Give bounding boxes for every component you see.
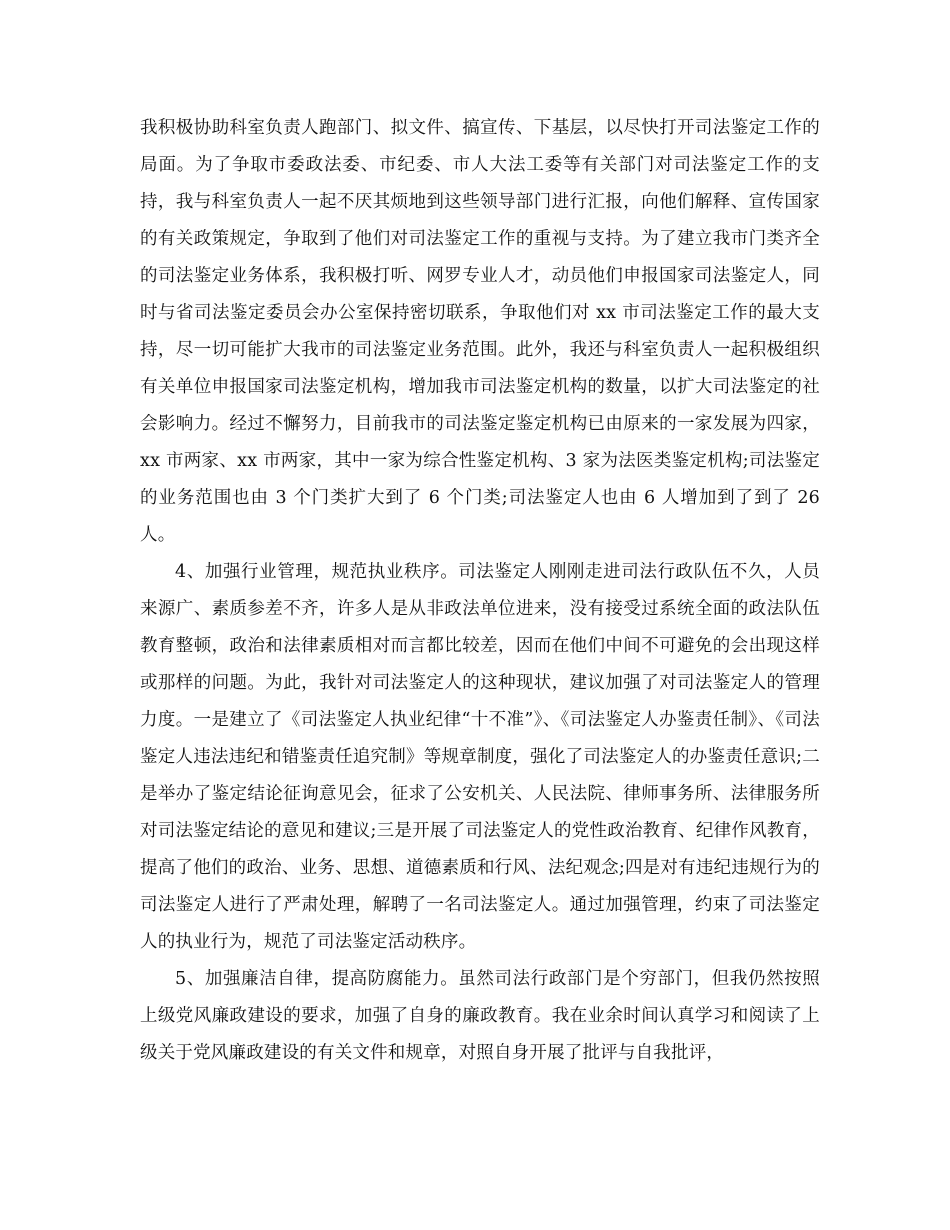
paragraph-item-4: 4、加强行业管理，规范执业秩序。司法鉴定人刚刚走进司法行政队伍不久，人员来源广、素质参差不齐，许多人是从非政法单位进来，没有接受过系统全面的政法队伍教育整顿，政治和法律素质相对而言都比较差，因而在他们中间不可避免的会出现这样或那样的问题。为此，我针对司法鉴定人的这种现状，建议加强了对司法鉴定人的管理力度。一是建立了《司法鉴定人执业纪律“十不准”》、《司法鉴定人办鉴责任制》、《司法鉴定人违法违纪和错鉴责任追究制》等规章制度，强化了司法鉴定人的办鉴责任意识;二是举办了鉴定结论征询意见会，征求了公安机关、人民法院、律师事务所、法律服务所对司法鉴定结论的意见和建议;三是开展了司法鉴定人的党性政治教育、纪律作风教育，提高了他们的政治、业务、思想、道德素质和行风、法纪观念;四是对有违纪违规行为的司法鉴定人进行了严肃处理，解聘了一名司法鉴定人。通过加强管理，约束了司法鉴定人的执业行为，规范了司法鉴定活动秩序。 <box>140 562 820 952</box>
document-body <box>140 110 820 1072</box>
paragraph-continuation: 我积极协助科室负责人跑部门、拟文件、搞宣传、下基层，以尽快打开司法鉴定工作的局面。为了争取市委政法委、市纪委、市人大法工委等有关部门对司法鉴定工作的支持，我与科室负责人一起不厌其烦地到这些领导部门进行汇报，向他们解释、宣传国家的有关政策规定，争取到了他们对司法鉴定工作的重视与支持。为了建立我市门类齐全的司法鉴定业务体系，我积极打听、网罗专业人才，动员他们申报国家司法鉴定人，同时与省司法鉴定委员会办公室保持密切联系，争取他们对 xx 市司法鉴定工作的最大支持，尽一切可能扩大我市的司法鉴定业务范围。此外，我还与科室负责人一起积极组织有关单位申报国家司法鉴定机构，增加我市司法鉴定机构的数量，以扩大司法鉴定的社会影响力。经过不懈努力，目前我市的司法鉴定鉴定机构已由原来的一家发展为四家，xx 市两家、xx 市两家，其中一家为综合性鉴定机构、3 家为法医类鉴定机构;司法鉴定的业务范围也由 3 个门类扩大到了 6 个门类;司法鉴定人也由 6 人增加到了到了 26 人。 <box>140 118 820 545</box>
paragraph-item-5: 5、加强廉洁自律，提高防腐能力。虽然司法行政部门是个穷部门，但我仍然按照上级党风廉政建设的要求，加强了自身的廉政教育。我在业余时间认真学习和阅读了上级关于党风廉政建设的有关文件和规章，对照自身开展了批评与自我批评， <box>140 969 820 1063</box>
